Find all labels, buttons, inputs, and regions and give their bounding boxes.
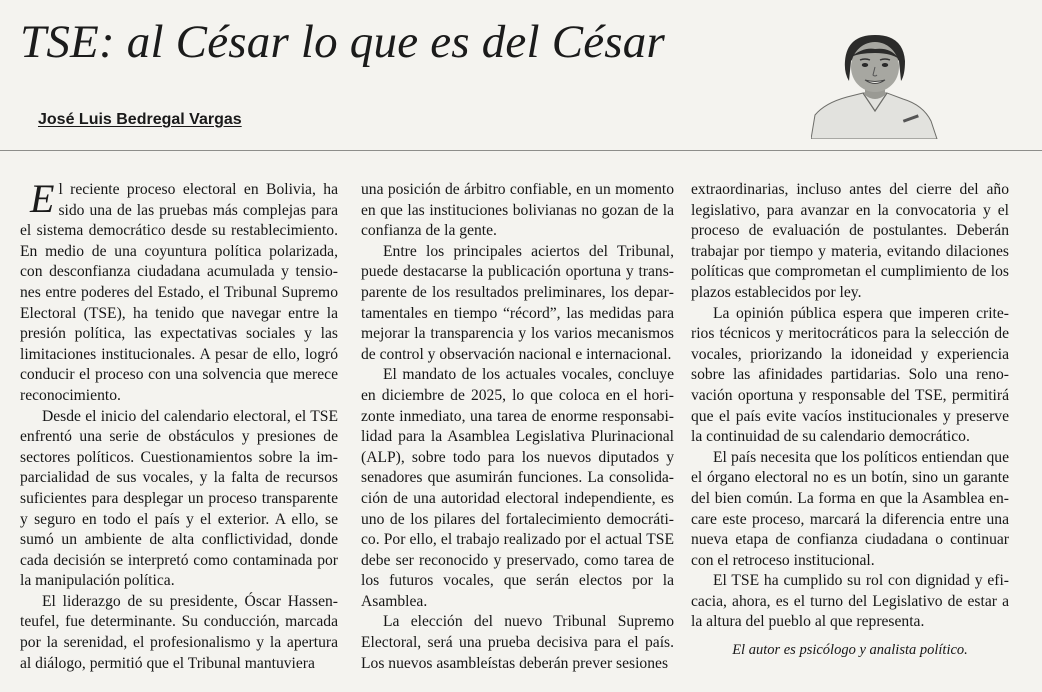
paragraph: Desde el inicio del calendario electoral, el TSE enfrentó una serie de obstáculos y presiones de sectores políticos. Cuestionamientos sobre la imparcialidad de sus vocales, y la falta de recursos suficientes para desplegar un proceso transparente y seguro en todo el país y el exterior. A ello, se sumó un ambiente de alta conflictividad, donde cada decisión se interpretó como contaminada por la manipulación política. xyxy=(20,407,338,590)
paragraph: La elección del nuevo Tribunal Supremo Electoral, será una prueba decisiva para el país. Los nuevos asambleístas deberán prever sesiones xyxy=(361,613,674,672)
paragraph: El país necesita que los políticos entiendan que el órgano electoral no es un botín, sino un garante del bien común. La forma en que la Asamblea encare este proceso, marcará la diferencia entre una nueva etapa de confianza ciudadana o continuar con el retroceso institucional. xyxy=(691,448,1009,569)
paragraph: una posición de árbitro confiable, en un momento en que las instituciones bolivianas no gozan de la confianza de la gente. xyxy=(361,181,674,240)
author-photo xyxy=(811,31,939,139)
author-byline: José Luis Bedregal Vargas xyxy=(38,111,242,128)
paragraph: El mandato de los actuales vocales, concluye en diciembre de 2025, lo que coloca en el horizonte inmediato, una tarea de enorme responsabilidad para la Asamblea Legislativa Plurinacional (ALP), sobre todo para los nuevos diputados y senadores que asumirán funciones. La consolidación de una autoridad electoral independiente, es uno de los pilares del fortalecimiento democrático. Por ello, el trabajo realizado por el actual TSE debe ser reconocido y preservado, como tarea de los futuros vocales, que serán electos por la Asamblea. xyxy=(361,366,674,610)
header-divider xyxy=(0,150,1042,151)
drop-cap: E xyxy=(30,176,55,221)
paragraph: El reciente proceso electoral en Bolivia, ha sido una de las pruebas más complejas para el sistema democrático desde su restablecimiento. En medio de una coyuntura política polarizada, con desconfianza ciudadana acumulada y tensiones entre poderes del Estado, el Tribunal Supremo Electoral (TSE), ha tenido que navegar entre la presión política, las expectativas sociales y las limitaciones institucionales. A pesar de ello, logró conducir el proceso con una solvencia que merece reconocimiento. xyxy=(20,176,338,404)
author-note: El autor es psicólogo y analista político. xyxy=(732,642,968,658)
headline: TSE: al César lo que es del César xyxy=(20,16,665,68)
author-portrait-icon xyxy=(811,31,939,139)
article-column-2 xyxy=(361,180,674,674)
article-column-3 xyxy=(691,180,1009,633)
paragraph: El TSE ha cumplido su rol con dignidad y eficacia, ahora, es el turno del Legislativo de estar a la altura del pueblo al que representa. xyxy=(691,572,1009,631)
paragraph: Entre los principales aciertos del Tribunal, puede destacarse la publicación oportuna y transparente de los resultados preliminares, los departamentales en tiempo “récord”, las medidas para mejorar la transparencia y los varios mecanismos de control y observación nacional e internacional. xyxy=(361,242,674,363)
paragraph: El liderazgo de su presidente, Óscar Hassenteufel, fue determinante. Su conducción, marcada por la serenidad, el profesionalismo y la apertura al diálogo, permitió que el Tribunal mantuviera xyxy=(20,592,338,672)
paragraph: extraordinarias, incluso antes del cierre del año legislativo, para avanzar en la convocatoria y el proceso de evaluación de postulantes. Deberán trabajar por tiempo y materia, evitando dilaciones políticas que comprometan el cumplimiento de los plazos establecidos por ley. xyxy=(691,181,1009,301)
paragraph: La opinión pública espera que imperen criterios técnicos y meritocráticos para la selección de vocales, priorizando la idoneidad y experiencia sobre las afinidades partidarias. Solo una renovación oportuna y responsable del TSE, permitirá que el país evite vacíos institucionales y preserve la continuidad de su calendario democrático. xyxy=(691,304,1009,446)
article-column-1 xyxy=(20,176,338,674)
